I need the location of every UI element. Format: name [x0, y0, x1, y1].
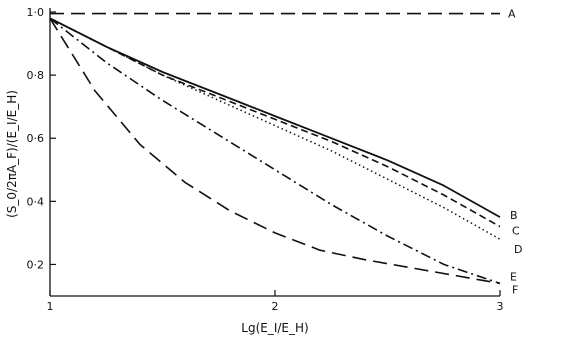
series-layer — [50, 14, 500, 284]
x-tick-label: 2 — [271, 300, 279, 313]
curve-label-f: F — [512, 283, 519, 297]
x-tick-label: 3 — [496, 300, 504, 313]
curve-label-d: D — [514, 243, 523, 257]
y-tick-label: 0·8 — [26, 69, 44, 83]
y-tick-label: 0·2 — [26, 258, 44, 272]
series-line-c — [50, 18, 500, 226]
curve-label-a: A — [508, 7, 516, 21]
curve-label-e: E — [510, 270, 517, 284]
ticks-group — [27, 6, 504, 313]
curve-label-c: C — [512, 224, 520, 238]
y-axis-title: (S_0/2πA_F)/(E_I/E_H) — [5, 90, 19, 218]
curve-labels-layer — [508, 8, 522, 297]
y-tick-label: 1·0 — [26, 6, 44, 19]
series-line-b — [50, 18, 500, 217]
series-line-f — [50, 18, 500, 283]
x-axis-title: Lg(E_I/E_H) — [241, 321, 309, 335]
series-line-e — [50, 18, 500, 283]
y-tick-label: 0·4 — [26, 195, 44, 209]
x-tick-label: 1 — [46, 300, 54, 313]
curve-label-b: B — [510, 209, 518, 223]
y-tick-label: 0·6 — [26, 132, 44, 146]
